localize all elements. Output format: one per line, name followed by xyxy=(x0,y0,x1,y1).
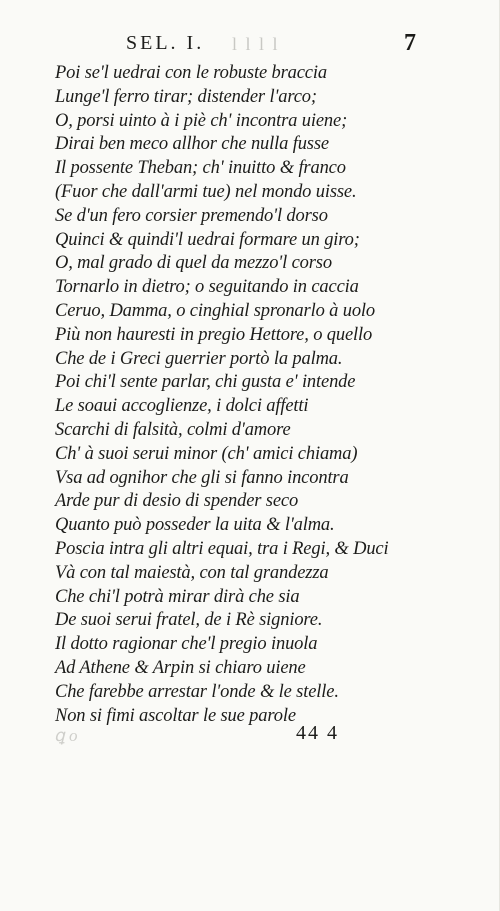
verse-line-17: Ch' à suoi serui minor (ch' amici chiama) xyxy=(55,443,358,464)
verse-line-1: Poi se'l uedrai con le robuste braccia xyxy=(55,63,327,83)
verse-line-8: Quinci & quindi'l uedrai formare un giro; xyxy=(55,229,360,250)
verse-line-12: Più non hauresti in pregio Hettore, o quello xyxy=(55,324,373,345)
verse-line-28: Non si fimi ascoltar le sue parole xyxy=(55,705,296,726)
verse-line-20: Quanto può posseder la uita & l'alma. xyxy=(55,515,335,536)
page-number: 7 xyxy=(404,30,416,56)
running-head: SEL. I. xyxy=(126,32,205,54)
verse-line-9: O, mal grado di quel da mezzo'l corso xyxy=(55,253,332,274)
verse-line-19: Arde pur di desio di spender seco xyxy=(55,491,299,512)
verse-line-5: Il possente Theban; ch' inuitto & franco xyxy=(55,158,346,179)
verse-line-16: Scarchi di falsità, colmi d'amore xyxy=(55,419,291,440)
verse-line-15: Le soaui accoglienze, i dolci affetti xyxy=(55,396,309,417)
verse-block xyxy=(55,62,389,728)
signature-mark: 44 4 xyxy=(296,722,339,744)
verse-line-10: Tornarlo in dietro; o seguitando in caccia xyxy=(55,277,359,298)
verse-line-24: De suoi serui fratel, de i Rè signiore. xyxy=(55,610,323,631)
verse-line-21: Poscia intra gli altri equai, tra i Regi, & Duci xyxy=(55,538,389,559)
verse-line-14: Poi chi'l sente parlar, chi gusta e' intende xyxy=(55,372,356,393)
verse-line-4: Dirai ben meco allhor che nulla fusse xyxy=(55,134,329,155)
verse-line-7: Se d'un fero corsier premendo'l dorso xyxy=(55,205,328,226)
verse-line-2: Lunge'l ferro tirar; distender l'arco; xyxy=(55,86,317,107)
verse-line-27: Che farebbe arrestar l'onde & le stelle. xyxy=(55,681,339,702)
verse-line-25: Il dotto ragionar che'l pregio inuola xyxy=(55,634,318,655)
verse-line-18: Vsa ad ognihor che gli si fanno incontra xyxy=(55,467,349,488)
verse-line-11: Ceruo, Damma, o cinghial spronarlo à uolo xyxy=(55,300,376,321)
faint-bleed-mark: ꝗ o xyxy=(54,726,78,745)
verse-line-26: Ad Athene & Arpin si chiaro uiene xyxy=(55,657,306,678)
verse-line-22: Và con tal maiestà, con tal grandezza xyxy=(55,562,329,583)
verse-line-6: (Fuor che dall'armi tue) nel mondo uisse. xyxy=(55,181,357,202)
bleed-through-text: l l l l xyxy=(232,34,280,54)
verse-line-23: Che chi'l potrà mirar dirà che sia xyxy=(55,586,300,607)
verse-line-13: Che de i Greci guerrier portò la palma. xyxy=(55,348,343,369)
verse-line-3: O, porsi uinto à i piè ch' incontra uiene; xyxy=(55,110,348,131)
